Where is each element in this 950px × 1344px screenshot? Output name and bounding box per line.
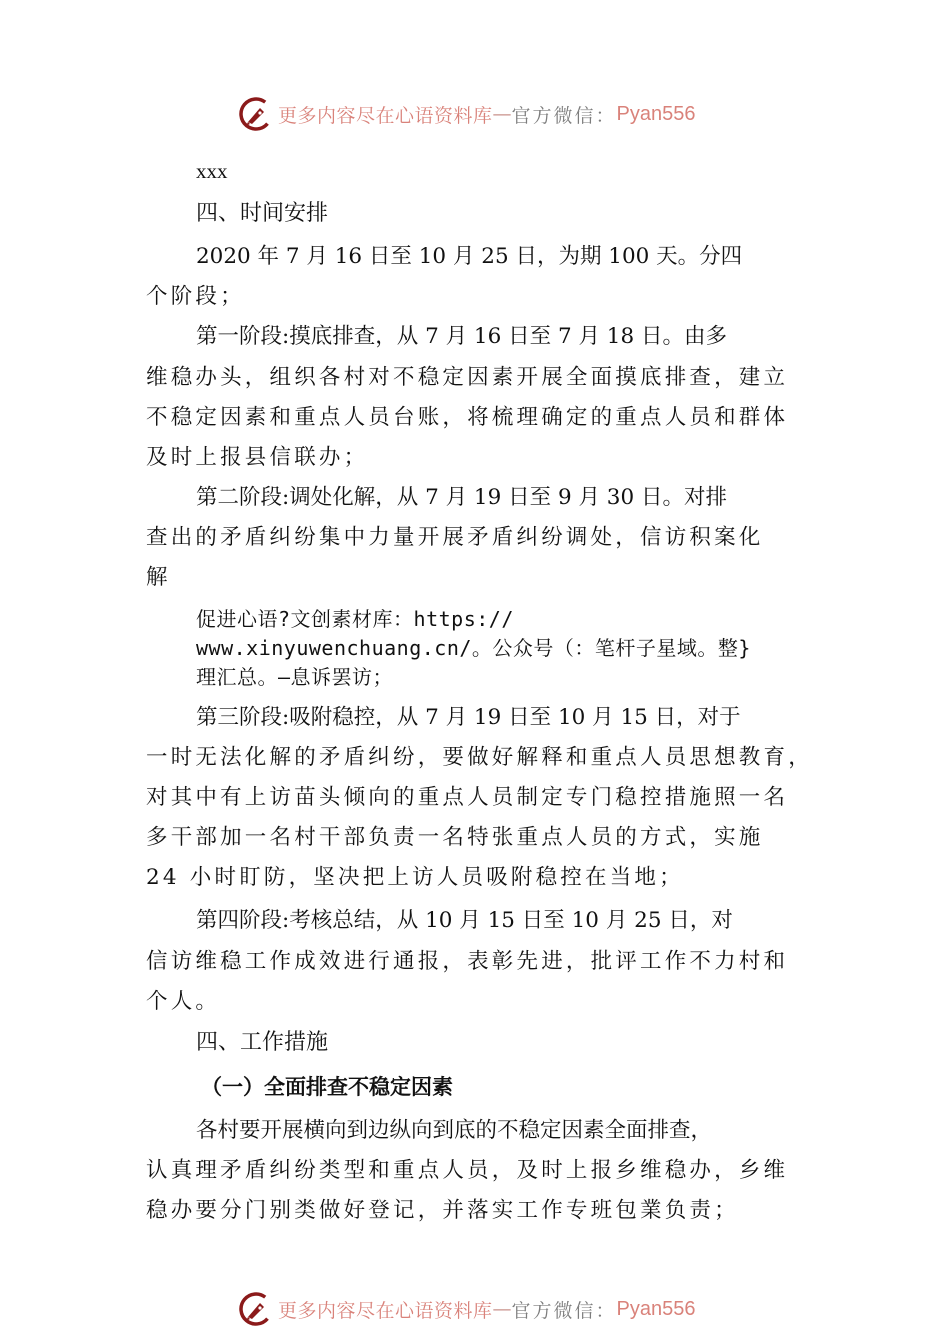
- paragraph-line: 查出的矛盾纠纷集中力量开展矛盾纠纷调处，信访积案化: [146, 525, 764, 550]
- paragraph-line: 第四阶段:考核总结，从 10 月 15 日至 10 月 25 日，对: [196, 908, 733, 933]
- paragraph-line: 第一阶段:摸底排查，从 7 月 16 日至 7 月 18 日。由多: [196, 324, 727, 349]
- inserted-ad-line: 理汇总。—息诉罢访；: [196, 665, 394, 689]
- watermark-dash: —: [492, 103, 512, 125]
- watermark-wechat-id: Pyan556: [616, 102, 696, 125]
- paragraph-line: 各村要开展横向到边纵向到底的不稳定因素全面排查，: [196, 1118, 713, 1143]
- paragraph-line: 多干部加一名村干部负责一名特张重点人员的方式，实施: [146, 825, 764, 850]
- paragraph-line: 维稳办头，组织各村对不稳定因素开展全面摸底排查，建立: [146, 365, 789, 390]
- paragraph-line: 对其中有上访苗头倾向的重点人员制定专门稳控措施照一名: [146, 785, 789, 810]
- watermark-wechat-label: 官方微信：: [511, 1299, 617, 1322]
- pen-nib-circle-icon: [238, 1291, 274, 1327]
- watermark-slogan: 更多内容尽在心语资料库: [278, 104, 493, 127]
- watermark-slogan: 更多内容尽在心语资料库: [278, 1299, 493, 1322]
- paragraph-line: 解: [146, 565, 168, 590]
- inserted-ad-line: 促进心语?文创素材库：https://: [196, 607, 514, 631]
- paragraph-line: 及时上报县信联办；: [146, 445, 369, 470]
- paragraph-line: 第二阶段:调处化解，从 7 月 19 日至 9 月 30 日。对排: [196, 485, 727, 510]
- paragraph-line: 个人。: [146, 989, 221, 1014]
- paragraph-line: 稳办要分门别类做好登记，并落实工作专班包業负责；: [146, 1198, 739, 1223]
- pen-nib-circle-icon: [238, 96, 274, 132]
- paragraph-line: 不稳定因素和重点人员台账，将梳理确定的重点人员和群体: [146, 405, 789, 430]
- inserted-ad-line: www.xinyuwenchuang.cn/。公众号（：笔杆子星域。整}: [196, 636, 751, 660]
- watermark-wechat-label: 官方微信：: [511, 104, 617, 127]
- paragraph-line: 认真理矛盾纠纷类型和重点人员，及时上报乡维稳办，乡维: [146, 1158, 789, 1183]
- header-watermark: [238, 94, 696, 134]
- section-heading-measures: 四、工作措施: [196, 1030, 329, 1055]
- footer-watermark: [238, 1289, 696, 1329]
- paragraph-line: 个阶段；: [146, 284, 245, 309]
- paragraph-line: 一时无法化解的矛盾纠纷，要做好解释和重点人员思想教育，: [146, 745, 813, 770]
- watermark-wechat-id: Pyan556: [616, 1297, 696, 1320]
- paragraph-line: 第三阶段:吸附稳控，从 7 月 19 日至 10 月 15 日，对于: [196, 705, 741, 730]
- paragraph-line: 24 小时盯防，坚决把上访人员吸附稳控在当地；: [146, 865, 684, 890]
- placeholder-text: xxx: [196, 159, 228, 183]
- subsection-heading: （一）全面排查不稳定因素: [201, 1075, 453, 1099]
- paragraph-line: 信访维稳工作成效进行通报，表彰先进，批评工作不力村和: [146, 949, 789, 974]
- paragraph-line: 2020 年 7 月 16 日至 10 月 25 日，为期 100 天。分四: [196, 244, 743, 269]
- watermark-dash: —: [492, 1298, 512, 1320]
- section-heading-schedule: 四、时间安排: [196, 201, 329, 226]
